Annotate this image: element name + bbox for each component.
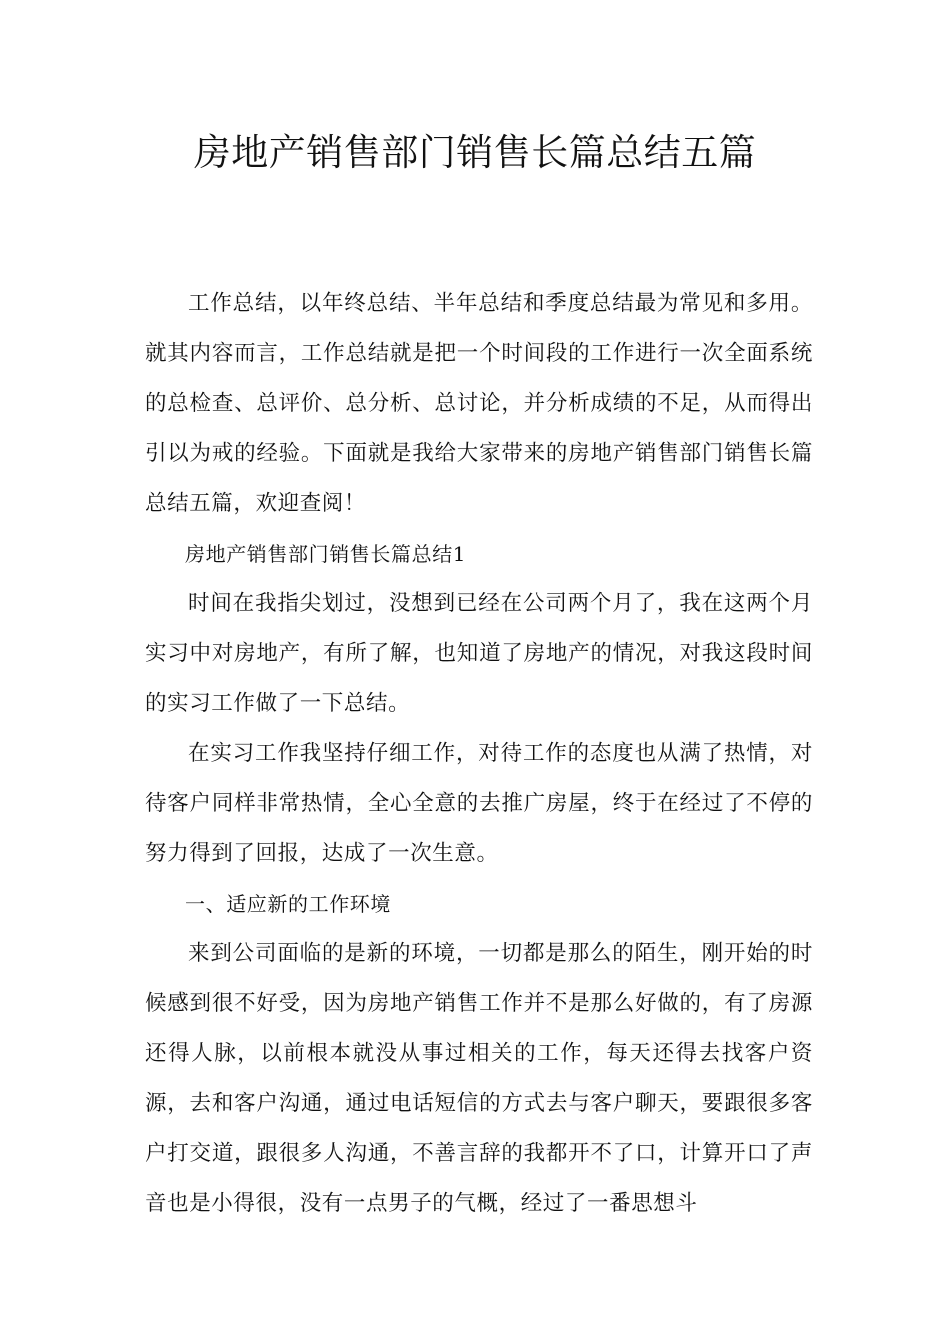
body-paragraph-3: 来到公司面临的是新的环境，一切都是那么的陌生，刚开始的时候感到很不好受，因为房地产销售工作并不是那么好做的，有了房源还得人脉，以前根本就没从事过相关的工作，每天还得去找客户资源，去和客户沟通，通过电话短信的方式去与客户聊天，要跟很多客户打交道，跟很多人沟通，不善言辞的我都开不了口，计算开口了声音也是小得很，没有一点男子的气概，经过了一番思想斗: [145, 941, 813, 1216]
body-paragraph-1: 时间在我指尖划过，没想到已经在公司两个月了，我在这两个月实习中对房地产，有所了解，也知道了房地产的情况，对我这段时间的实习工作做了一下总结。: [145, 591, 813, 716]
section-heading: 房地产销售部门销售长篇总结1: [185, 542, 467, 566]
document-body: [145, 279, 813, 1229]
body-paragraph-2: 在实习工作我坚持仔细工作，对待工作的态度也从满了热情，对待客户同样非常热情，全心全意的去推广房屋，终于在经过了不停的努力得到了回报，达成了一次生意。: [145, 741, 813, 866]
intro-paragraph: 工作总结，以年终总结、半年总结和季度总结最为常见和多用。就其内容而言，工作总结就是把一个时间段的工作进行一次全面系统的总检查、总评价、总分析、总讨论，并分析成绩的不足，从而得出引以为戒的经验。下面就是我给大家带来的房地产销售部门销售长篇总结五篇，欢迎查阅！: [145, 291, 813, 516]
subheading-1: 一、适应新的工作环境: [185, 892, 391, 916]
document-title: 房地产销售部门销售长篇总结五篇: [193, 131, 757, 174]
